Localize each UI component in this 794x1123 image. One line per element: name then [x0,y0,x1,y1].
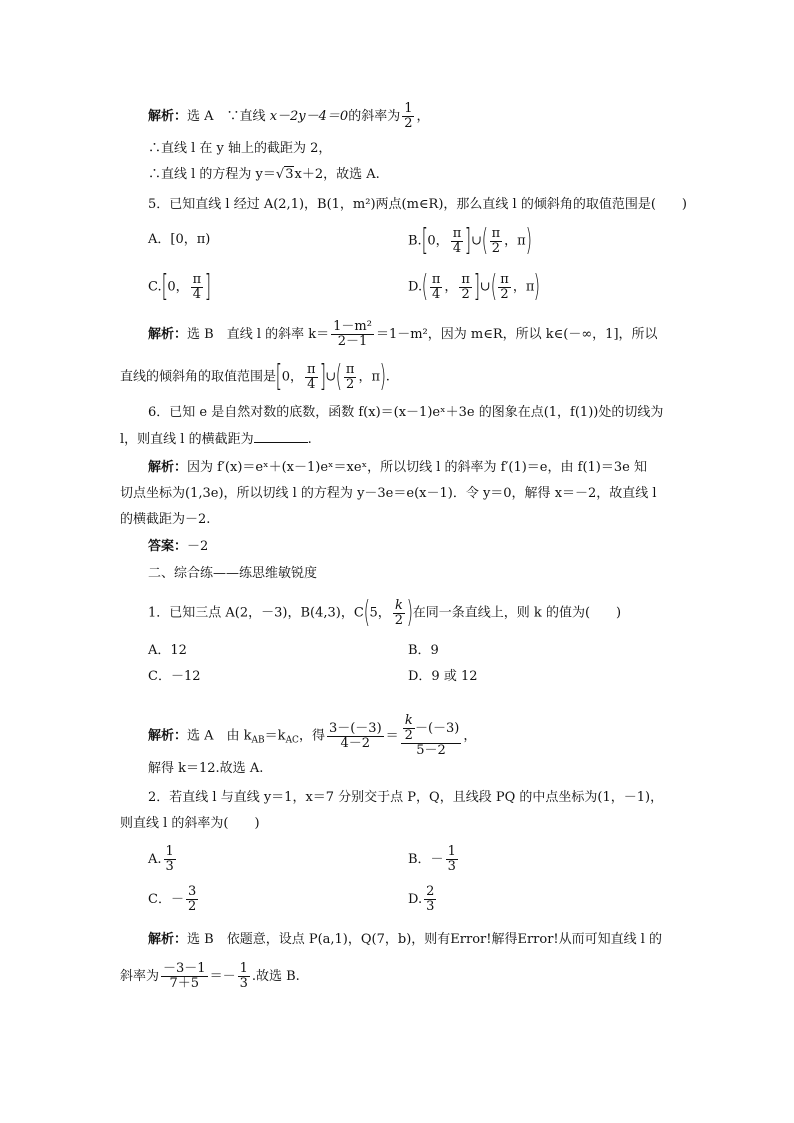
union-symbol: ∪ [470,233,482,249]
text: 在同一条直线上，则 k 的值为( ) [412,605,622,621]
paren-right: ) [406,595,414,630]
numerator: π [491,225,501,241]
text: ＝ [385,728,399,744]
question-2: 2．若直线 l 与直线 y＝1，x＝7 分别交于点 P，Q，且线段 PQ 的中点坐标为(1，－1)， [148,790,664,805]
text: ，π [512,279,535,295]
fraction [344,363,357,392]
numerator: 3－(－3) [328,720,382,736]
solution-label: 解析： [148,728,188,744]
text: 斜率为 [120,969,160,984]
question-6-line2 [120,430,312,449]
paren-right: ) [533,269,541,304]
numerator: π [192,271,202,287]
text: 5， [369,605,391,621]
option-c [148,885,200,914]
numerator: 1 [165,844,174,859]
bracket-right: ] [204,269,212,304]
solution-line [148,931,662,949]
union-symbol: ∪ [479,279,491,295]
option-c [148,269,212,304]
text: 选 A ∵直线 [187,109,266,124]
text: 直线的倾斜角的取值范围是 [120,369,277,385]
option-label: C．－ [148,892,184,907]
fraction [191,273,204,302]
text: 的斜率为 [348,109,401,124]
paren-left: ( [335,359,343,394]
numerator: π [307,361,316,377]
fraction [402,102,414,131]
option-a: A．[0，π) [148,232,211,247]
subscript: AB [251,735,265,746]
text: ＝k [264,728,286,744]
question-2-line2: 则直线 l 的斜率为( ) [120,816,260,831]
text: 选 A 由 k [187,728,252,744]
text: ， [416,109,430,124]
solution-line [120,962,300,991]
numerator: 2 [426,884,435,899]
denominator: 4 [307,376,316,392]
paren-right: ) [379,359,387,394]
option-c: C．－12 [148,669,201,684]
text: . [385,369,390,385]
option-label: D. [408,892,423,907]
option-b [408,223,532,258]
answer-value: －2 [187,539,209,554]
denominator: 5－2 [416,743,446,758]
solution-label: 解析： [148,460,188,475]
numerator: k [403,714,415,729]
numerator: －3－1 [163,961,206,976]
fraction [446,845,458,874]
text: 0， [427,233,449,249]
compound-fraction [401,714,462,758]
solution-line [120,359,390,394]
numerator [401,714,462,744]
question-5: 5．已知直线 l 经过 A(2,1)，B(1，m²)两点(m∈R)，那么直线 l 的倾斜角的取值范围是( ) [148,197,687,212]
radicand: 3 [285,167,294,182]
paren-left: ( [363,595,370,630]
text: －(－3) [414,721,460,736]
question-6: 6．已知 e 是自然对数的底数，函数 f(x)＝(x－1)eˣ＋3e 的图象在点(1，f(1))处的切线为 [148,405,664,420]
denominator: 4 [192,286,202,302]
text: x＋2，故选 A. [294,167,380,182]
option-label: C. [148,279,162,295]
solution-line [148,320,658,349]
solution-line [148,714,476,758]
text: 因为 f′(x)＝eˣ＋(x－1)eˣ＝xeˣ，所以切线 l 的斜率为 f′(1)＝e，由 f(1)＝3e 知 [187,460,647,475]
option-d: D．9 或 12 [408,669,478,684]
fraction [331,320,374,349]
text: ＝1－m²，因为 m∈R，所以 k∈(－∞，1]，所以 [375,327,658,342]
section-heading: 二、综合练——练思维敏锐度 [148,566,318,581]
text: ，得 [298,728,325,744]
denominator: 2 [491,240,500,256]
denominator: 2 [187,899,197,914]
option-a [148,845,178,874]
denominator: 3 [165,859,174,874]
text: 选 B 直线 l 的斜率 k＝ [187,327,330,342]
numerator: 1 [404,101,413,116]
bracket-left: [ [275,359,283,394]
bracket-left: [ [421,223,428,258]
fraction [238,962,250,991]
answer-line [148,538,208,556]
paren-right: ) [525,223,532,258]
numerator: π [461,271,470,287]
denominator: 4 [431,286,441,302]
option-d [408,269,541,304]
fraction [305,363,318,392]
answer-blank[interactable] [254,430,308,443]
text-line [148,166,380,184]
fraction [393,599,405,628]
text: 选 B 依题意，设点 P(a,1)，Q(7，b)，则有Error!解得Error!从而可知直线 l 的 [187,932,663,947]
bracket-right: ] [319,359,326,394]
fraction [430,273,443,302]
solution-line [148,102,430,131]
numerator: k [393,599,405,614]
denominator: 7＋5 [169,976,200,991]
fraction [424,885,436,914]
text: ， [444,279,458,295]
solution-label: 解析： [148,109,188,124]
text: ＝－ [209,969,236,984]
numerator: π [345,361,355,377]
numerator: π [431,271,441,287]
option-b [408,845,460,874]
solution-line: 解得 k＝12.故选 A. [148,761,264,776]
text: ，π [504,233,526,249]
inner-fraction [403,714,415,743]
text: . [307,432,312,447]
question-1 [148,595,622,630]
text: 0， [167,279,189,295]
bracket-left: [ [161,269,168,304]
paren-left: ( [490,269,497,304]
bracket-right: ] [473,269,481,304]
numerator: 3 [187,884,197,899]
option-label: B．－ [408,852,444,867]
text-line: ∴直线 l 在 y 轴上的截距为 2， [148,141,332,156]
solution-label: 解析： [148,327,188,342]
denominator: 2 [346,376,355,392]
denominator: 2 [461,286,470,302]
option-label: B. [408,233,422,249]
fraction [490,227,503,256]
solution-line: 的横截距为－2. [120,512,211,527]
denominator: 3 [447,859,456,874]
denominator: 3 [426,899,435,914]
fraction [164,845,176,874]
denominator: 4 [452,240,462,256]
sqrt-symbol: √ [275,167,285,182]
solution-line [148,459,647,477]
union-symbol: ∪ [325,369,337,385]
text: .故选 B. [251,969,300,984]
option-label: D. [408,279,423,295]
fraction [498,273,511,302]
paren-left: ( [481,223,488,258]
fraction [327,722,384,751]
solution-line: 切点坐标为(1,3e)，所以切线 l 的方程为 y－3e＝e(x－1)．令 y＝0，解得 x＝－2，故直线 l [120,486,657,501]
option-d [408,885,438,914]
numerator: 1 [447,844,456,859]
denominator: 2 [404,728,413,743]
denominator: 2 [500,286,509,302]
solution-label: 解析： [148,932,188,947]
fraction [459,273,472,302]
numerator: 1－m² [333,319,372,334]
text: ，π [358,369,380,385]
bracket-right: ] [464,223,472,258]
text: ， [463,728,477,744]
fraction [451,227,464,256]
denominator: 3 [239,976,248,991]
denominator: 4－2 [340,735,371,751]
denominator: 2－1 [337,334,368,349]
text: l，则直线 l 的横截距为 [120,432,254,447]
text: ∴直线 l 的方程为 y＝ [148,167,276,182]
denominator: 2 [404,116,413,131]
text: 0， [281,369,304,385]
equation: x－2y－4＝0 [269,109,349,124]
fraction [161,962,208,991]
option-label: A. [148,852,162,867]
numerator: π [500,271,509,287]
denominator: 2 [394,612,404,628]
option-b: B．9 [408,643,439,658]
option-a: A．12 [148,643,187,658]
fraction [186,885,198,914]
subscript: AC [285,735,299,746]
text: 1．已知三点 A(2，－3)，B(4,3)，C [148,605,364,621]
numerator: π [452,225,462,241]
numerator: 1 [239,961,248,976]
answer-label: 答案： [148,539,188,554]
paren-left: ( [421,269,429,304]
